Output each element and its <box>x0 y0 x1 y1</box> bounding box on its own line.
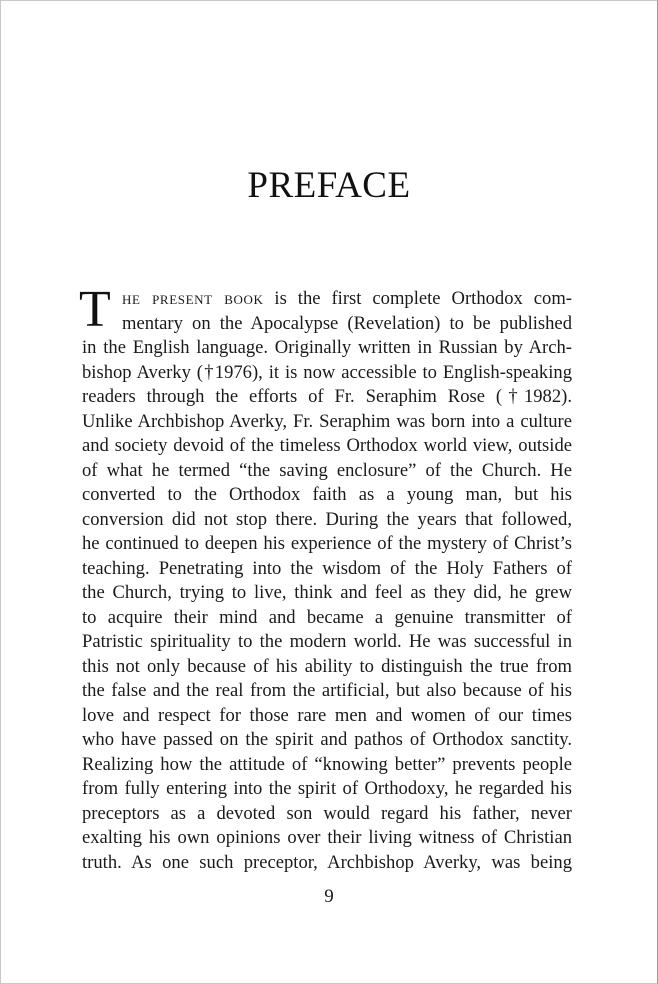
paragraph-line: converted to the Orthodox faith as a young man, but his <box>82 484 572 505</box>
drop-cap: T <box>79 281 111 338</box>
paragraph-line: in the English language. Originally written in Russian by Arch- <box>82 337 572 358</box>
paragraph-line <box>82 287 572 312</box>
paragraph-line: this not only because of his ability to distinguish the true from <box>82 655 572 677</box>
paragraph-line: Realizing how the attitude of “knowing better” prevents people <box>82 753 572 775</box>
paragraph-line: and society devoid of the timeless Orthodox world view, outside <box>82 435 572 456</box>
page-title: PREFACE <box>247 165 411 206</box>
paragraph-line: truth. As one such preceptor, Archbishop Averky, was being <box>82 851 572 873</box>
paragraph-line: conversion did not stop there. During the years that followed, <box>82 508 572 530</box>
paragraph-line: he continued to deepen his experience of the mystery of Christ’s <box>82 533 572 554</box>
paragraph-line: from fully entering into the spirit of Orthodoxy, he regarded his <box>82 778 572 799</box>
paragraph-line: exalting his own opinions over their living witness of Christian <box>82 827 572 848</box>
paragraph-line: to acquire their mind and became a genuine transmitter of <box>82 606 572 628</box>
line-text: is the first complete Orthodox com- <box>263 288 572 309</box>
paragraph-line: Unlike Archbishop Averky, Fr. Seraphim was born into a culture <box>82 410 572 432</box>
paragraph-line: bishop Averky (†1976), it is now accessible to English-speaking <box>82 361 572 383</box>
paragraph-line: who have passed on the spirit and pathos of Orthodox sanctity. <box>82 729 572 750</box>
paragraph-line: readers through the efforts of Fr. Seraphim Rose (†1982). <box>82 386 572 407</box>
paragraph-line: preceptors as a devoted son would regard his father, never <box>82 802 572 824</box>
preface-paragraph <box>82 287 572 875</box>
lead-in-smallcaps: he present book <box>122 288 264 309</box>
paragraph-line: of what he termed “the saving enclosure” of the Church. He <box>82 459 572 481</box>
page-number: 9 <box>324 886 334 907</box>
paragraph-line: mentary on the Apocalypse (Revelation) to be published <box>122 312 572 334</box>
paragraph-line: teaching. Penetrating into the wisdom of the Holy Fathers of <box>82 557 572 579</box>
paragraph-line: the Church, trying to live, think and feel as they did, he grew <box>82 582 572 603</box>
paragraph-line: love and respect for those rare men and women of our times <box>82 704 572 726</box>
paragraph-line: Patristic spirituality to the modern world. He was successful in <box>82 631 572 652</box>
paragraph-line: the false and the real from the artificial, but also because of his <box>82 680 572 701</box>
